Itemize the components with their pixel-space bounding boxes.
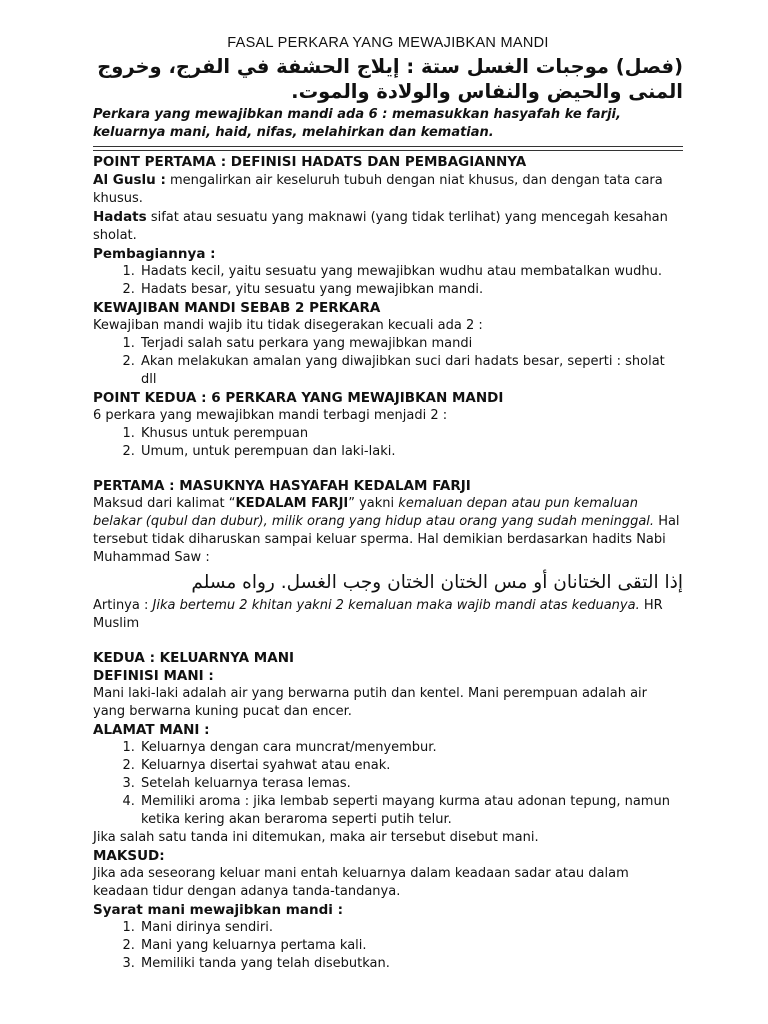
artinya-post: HR Muslim [93,598,663,631]
point1-heading: POINT PERTAMA : DEFINISI HADATS DAN PEMBAGIANNYA [93,154,527,170]
hadith-arabic: إذا التقى الختانان أو مس الختان الختان وجب الغسل. رواه مسلم [191,572,683,593]
list-item: 2. Hadats besar, yitu sesuatu yang mewajibkan mandi. [139,281,683,299]
document-title: FASAL PERKARA YANG MEWAJIBKAN MANDI [227,35,549,51]
maksud-text: Jika ada seseorang keluar mani entah keluarnya dalam keadaan sadar atau dalam keadaan tidur dengan adanya tanda-tandanya. [93,866,629,899]
hadats-definition [93,208,683,245]
hadats-def-text: sifat atau sesuatu yang maknawi (yang tidak terlihat) yang mencegah kesahan sholat. [93,210,668,243]
artinya-text [93,597,683,633]
document-page [93,34,683,973]
list-item: 1. Khusus untuk perempuan [139,425,683,443]
definisi-label: DEFINISI MANI : [93,668,214,684]
list-item: 4. Memiliki aroma : jika lembab seperti mayang kurma atau adonan tepung, namun ketika kering akan beraroma seperti putih telur. [139,793,683,829]
spacer [93,461,683,477]
maksud-label: MAKSUD: [93,848,165,864]
list-item: 2. Keluarnya disertai syahwat atau enak. [139,757,683,775]
maksud-italic: kemaluan depan atau pun kemaluan belakar (qubul dan dubur), milik orang yang hidup atau orang yang sudah meninggal. [93,496,655,529]
list-item: 3. Memiliki tanda yang telah disebutkan. [139,955,683,973]
syarat-label: Syarat mani mewajibkan mandi : [93,902,343,918]
list-item: 2. Akan melakukan amalan yang diwajibkan suci dari hadats besar, seperti : sholat dll [139,353,683,389]
pembagian-label: Pembagiannya : [93,246,216,262]
point2-text: 6 perkara yang mewajibkan mandi terbagi menjadi 2 : [93,408,448,423]
list-item: 1. Mani dirinya sendiri. [139,919,683,937]
pembagian-list [93,263,683,299]
definisi-text: Mani laki-laki adalah air yang berwarna putih dan kentel. Mani perempuan adalah air yang berwarna kuning pucat dan encer. [93,686,648,719]
point2-list [93,425,683,461]
spacer [93,633,683,649]
point2-heading: POINT KEDUA : 6 PERKARA YANG MEWAJIBKAN MANDI [93,390,504,406]
list-item: 1. Keluarnya dengan cara muncrat/menyembur. [139,739,683,757]
list-item: 3. Setelah keluarnya terasa lemas. [139,775,683,793]
kedua-heading: KEDUA : KELUARNYA MANI [93,650,295,666]
list-item: 2. Umum, untuk perempuan dan laki-laki. [139,443,683,461]
pertama-heading: PERTAMA : MASUKNYA HASYAFAH KEDALAM FARJI [93,478,471,494]
syarat-list [93,919,683,973]
kewajiban-text: Kewajiban mandi wajib itu tidak disegerakan kecuali ada 2 : [93,318,483,333]
list-item: 1. Hadats kecil, yaitu sesuatu yang mewajibkan wudhu atau membatalkan wudhu. [139,263,683,281]
arabic-heading: (فصل) موجبات الغسل ستة : إيلاج الحشفة في الفرج، وخروج المنى والحيض والنفاس والولادة والموت. [97,55,683,103]
list-item: 1. Terjadi salah satu perkara yang mewajibkan mandi [139,335,683,353]
alamat-note: Jika salah satu tanda ini ditemukan, maka air tersebut disebut mani. [93,830,539,845]
kewajiban-list [93,335,683,389]
maksud-pre: Maksud dari kalimat “ [93,496,236,511]
gusl-definition [93,171,683,208]
gusl-def-text: mengalirkan air keseluruh tubuh dengan niat khusus, dan dengan tata cara khusus. [93,173,663,206]
list-item: 2. Mani yang keluarnya pertama kali. [139,937,683,955]
intro-text: Perkara yang mewajibkan mandi ada 6 : memasukkan hasyafah ke farji, keluarnya mani, haid, nifas, melahirkan dan kematian. [93,107,621,140]
maksud-post: Hal tersebut tidak diharuskan sampai keluar sperma. Hal demikian berdasarkan hadits Nabi Muhammad Saw : [93,514,680,565]
kewajiban-heading: KEWAJIBAN MANDI SEBAB 2 PERKARA [93,300,381,316]
artinya-italic: Jika bertemu 2 khitan yakni 2 kemaluan maka wajib mandi atas keduanya. [152,598,640,613]
hadats-term: Hadats [93,209,147,225]
double-divider [93,146,683,151]
alamat-list [93,739,683,829]
gusl-term: Al Guslu : [93,172,166,188]
pertama-maksud [93,495,683,567]
alamat-label: ALAMAT MANI : [93,722,210,738]
artinya-label: Artinya : [93,598,153,613]
maksud-mid: ” yakni [348,496,399,511]
maksud-term: KEDALAM FARJI [235,496,349,511]
